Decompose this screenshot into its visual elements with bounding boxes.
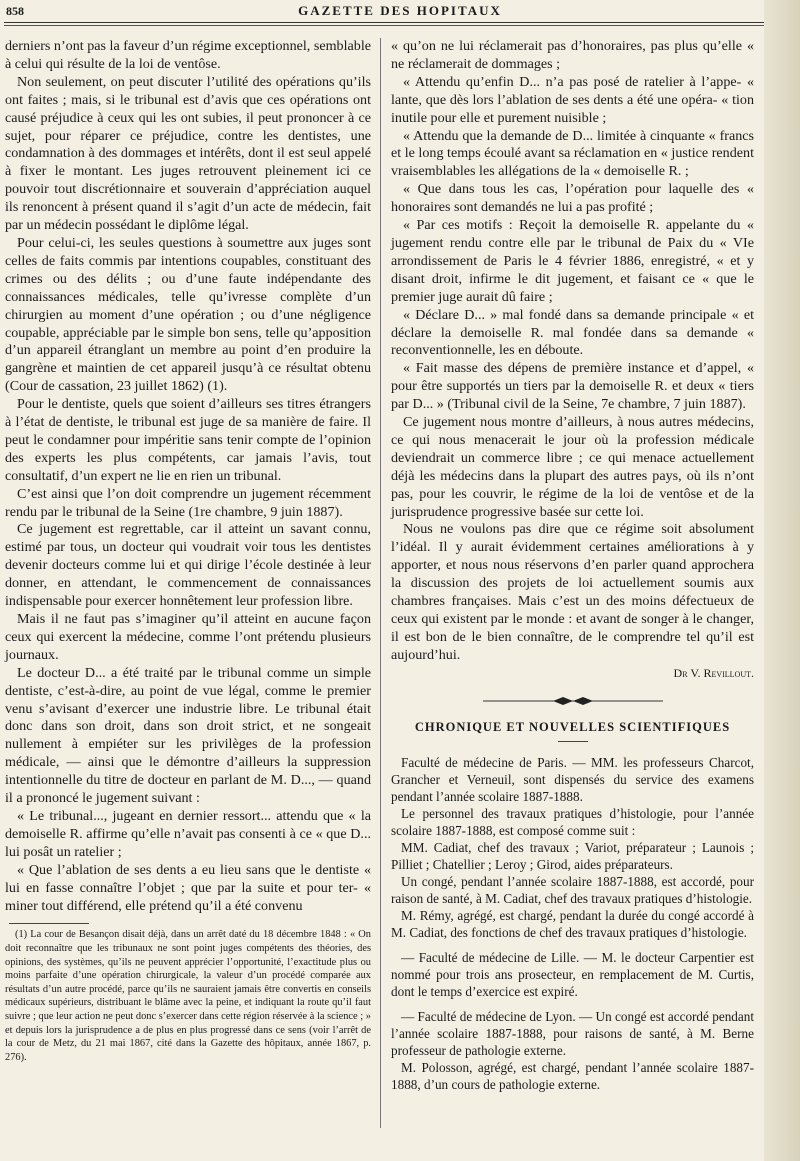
journal-title: GAZETTE DES HOPITAUX [298, 3, 502, 18]
paragraph: Ce jugement nous montre d’ailleurs, à nous autres médecins, ce qui nous menacerait le jour où la profession médicale deviendrait un commerce libre ; ce qui menace actuellement déjà les médecins dans la plupart des autres pays, où ils n’ont pas, pour les couvrir, le régime de la loi de ventôse et de la jurisprudence progressive basée sur cette loi. [391, 414, 754, 520]
right-column [391, 38, 754, 1093]
news-item: Un congé, pendant l’année scolaire 1887-1888, est accordé, pour raison de santé, à M. Cadiat, chef des travaux pratiques d’histologie. [391, 873, 754, 906]
quoted-paragraph: « Attendu qu’enfin D... n’a pas posé de ratelier à l’appe- « lante, que dès lors l’ablation de ses dents a été une opéra- « tion inutile pour elle et purement nuisible ; [391, 73, 754, 126]
column-divider [380, 38, 381, 1128]
author-name: Dr V. Revillout. [673, 665, 754, 680]
author-signature [391, 665, 754, 683]
paragraph: derniers n’ont pas la faveur d’un régime exceptionnel, semblable à celui qui résulte de la loi de ventôse. [5, 38, 371, 72]
paragraph: Nous ne voulons pas dire que ce régime soit absolument l’idéal. Il y aurait évidemment certaines améliorations à y apporter, et nous nous réservons d’en parler quand approchera la discussion des projets de loi actuellement soumis aux chambres françaises. Mais c’est un des moins défectueux de ceux qui existent par le monde : et avant de songer à le changer, il est bon de le bien connaître, de le comprendre tel qu’il est aujourd’hui. [391, 521, 754, 663]
quoted-paragraph: « Le tribunal..., jugeant en dernier ressort... attendu que « la demoiselle R. affirme qu’elle n’avait pas consenti à ce « que D... lui posât un ratelier ; [5, 807, 371, 860]
quoted-paragraph: « Fait masse des dépens de première instance et d’appel, « pour être supportés un tiers par la demoiselle R. et deux « tiers par D... » (Tribunal civil de la Seine, 7e chambre, 7 juin 1887). [391, 360, 754, 413]
paragraph: Non seulement, on peut discuter l’utilité des opérations qu’ils ont faites ; mais, si le tribunal est d’avis que ces opérations ont causé préjudice à ceux qui les ont subies, il peut prononcer à ce sujet, pour réparer ce préjudice, contre les dentistes, une condamnation à des dommages et intérêts, dont il est seul appelé à fixer le montant. Les juges retrouvent pleinement ici ce pouvoir tout discrétionnaire et souverain d’appréciation auquel ils renoncent à présent quand il s’agit d’un acte de médecin, fait par un médecin possédant le diplôme légal. [5, 73, 371, 234]
footnote: (1) La cour de Besançon disait déjà, dans un arrêt daté du 18 décembre 1848 : « On doit reconnaître que les tribunaux ne sont point juges compétents des théories, des opinions, des systèmes, qu’ils ne peuvent apprécier l’opportunité, l’exactitude plus ou moins parfaite d’une opération chirurgicale, la valeur d’un procédé comparée aux résultats d’un autre procédé, parce qu’ils ne sauraient jamais être convertis en conseils médicaux supérieurs, distribuant le blâme avec la peine, et indiquant la route qu’il faut suivre ; que leur action ne peut donc s’exercer dans cette région réservée à la science ; » et depuis lors la jurisprudence a de plus en plus progressé dans ce sens (voir l’arrêt de la cour de Metz, du 21 mai 1867, cité dans la Gazette des hôpitaux, année 1867, p. 276). [5, 929, 371, 1063]
quoted-paragraph: « Attendu que la demande de D... limitée à cinquante « francs et le long temps écoulé avant sa réclamation en « justice rendent vraisemblables les allégations de la « demoiselle R. ; [391, 127, 754, 180]
news-section [391, 754, 754, 1093]
paragraph: Pour le dentiste, quels que soient d’ailleurs ses titres étrangers à l’état de dentiste, le tribunal est juge de sa manière de faire. Il peut le condamner pour impéritie sans tenir compte de l’opinion des experts les plus compétents, car jamais l’avis, tout consultatif, d’un expert ne lie en rien un tribunal. [5, 396, 371, 484]
header-rule [4, 22, 796, 23]
news-item: Faculté de médecine de Paris. — MM. les professeurs Charcot, Grancher et Verneuil, sont dispensés du service des examens pendant l’année scolaire 1887-1888. [391, 754, 754, 804]
footnote-rule [9, 923, 89, 924]
quoted-paragraph: « Déclare D... » mal fondé dans sa demande principale « et déclare la demoiselle R. mal fondée dans sa demande « reconventionnelle, les en déboute. [391, 306, 754, 359]
ornament-divider-icon [483, 695, 663, 707]
paragraph: Mais il ne faut pas s’imaginer qu’il atteint en aucune façon ceux qui exercent la médecine, comme l’ont prétendu plusieurs journaux. [5, 611, 371, 663]
news-item: Le personnel des travaux pratiques d’histologie, pour l’année scolaire 1887-1888, est composé comme suit : [391, 805, 754, 838]
news-item: — Faculté de médecine de Lille. — M. le docteur Carpentier est nommé pour trois ans prosecteur, en remplacement de M. Curtis, dont le temps d’exercice est expiré. [391, 949, 754, 999]
section-ornament [391, 695, 754, 709]
news-item: — Faculté de médecine de Lyon. — Un congé est accordé pendant l’année scolaire 1887-1888, pour raisons de santé, à M. Berne professeur de pathologie externe. [391, 1008, 754, 1058]
news-item: MM. Cadiat, chef des travaux ; Variot, préparateur ; Launois ; Pilliet ; Chatellier ; Leroy ; Girod, aides préparateurs. [391, 839, 754, 872]
paragraph: Pour celui-ci, les seules questions à soumettre aux juges sont celles de faits commis par intentions coupables, constituant des crimes ou des délits ; ou d’une faute indépendante des connaissances médicales, telle qu’ivresse complète d’un chirurgien au moment d’une opération ; ou d’une négligence coupable, appréciable par le simple bon sens, telle qu’apposition d’un appareil étranglant un membre au point d’en produire la gangrène et maintien de cet appareil jusqu’à ce résultat obtenu (Cour de cassation, 23 juillet 1862) (1). [5, 234, 371, 395]
quoted-paragraph: « qu’on ne lui réclamerait pas d’honoraires, pas plus qu’elle « ne réclamerait de dommages ; [391, 38, 754, 72]
paragraph: C’est ainsi que l’on doit comprendre un jugement récemment rendu par le tribunal de la Seine (1re chambre, 9 juin 1887). [5, 485, 371, 520]
page-edge [764, 0, 800, 1161]
header-rule-double [4, 25, 796, 26]
paragraph: Le docteur D... a été traité par le tribunal comme un simple dentiste, c’est-à-dire, au point de vue légal, comme le premier venu s’avisant d’exercer une industrie libre. Le tribunal était donc dans son droit, dans son droit strict, et ne songeait nullement à empiéter sur les privilèges de la profession médicale, — ainsi que le démontre d’ailleurs la suppression intentionnelle du titre de docteur en parlant de M. D..., — quand il a prononcé le jugement suivant : [5, 664, 371, 807]
left-column [5, 38, 371, 1064]
quoted-paragraph: « Que l’ablation de ses dents a eu lieu sans que le dentiste « lui en fasse connaître l’objet ; que par la suite et pour ter- « miner tout différend, elle prétend qu’il a été convenu [5, 861, 371, 914]
paragraph: Ce jugement est regrettable, car il atteint un savant connu, estimé par tous, un docteur qui voudrait voir tous les dentistes devenir docteurs comme lui et qui dirige l’école destinée à leur donner, en attendant, le commencement de connaissances indispensable pour exercer honnêtement leur profession libre. [5, 521, 371, 610]
section-rule [558, 741, 588, 742]
page-header [0, 0, 800, 24]
news-item: M. Rémy, agrégé, est chargé, pendant la durée du congé accordé à M. Cadiat, des fonctions de chef des travaux pratiques d’histologie. [391, 907, 754, 940]
section-title: CHRONIQUE ET NOUVELLES SCIENTIFIQUES [414, 719, 731, 734]
news-item: M. Polosson, agrégé, est chargé, pendant l’année scolaire 1887-1888, d’un cours de pathologie externe. [391, 1059, 754, 1092]
quoted-paragraph: « Que dans tous les cas, l’opération pour laquelle des « honoraires sont demandés ne lui a pas profité ; [391, 181, 754, 216]
quoted-paragraph: « Par ces motifs : Reçoit la demoiselle R. appelante du « jugement rendu contre elle par le tribunal de Paix du « VIe arrondissement de Paris le 4 février 1886, enregistré, « et y disant droit, infirme le dit jugement, et faisant ce « que le premier juge aurait dû faire ; [391, 217, 754, 305]
page-number: 858 [6, 4, 24, 18]
